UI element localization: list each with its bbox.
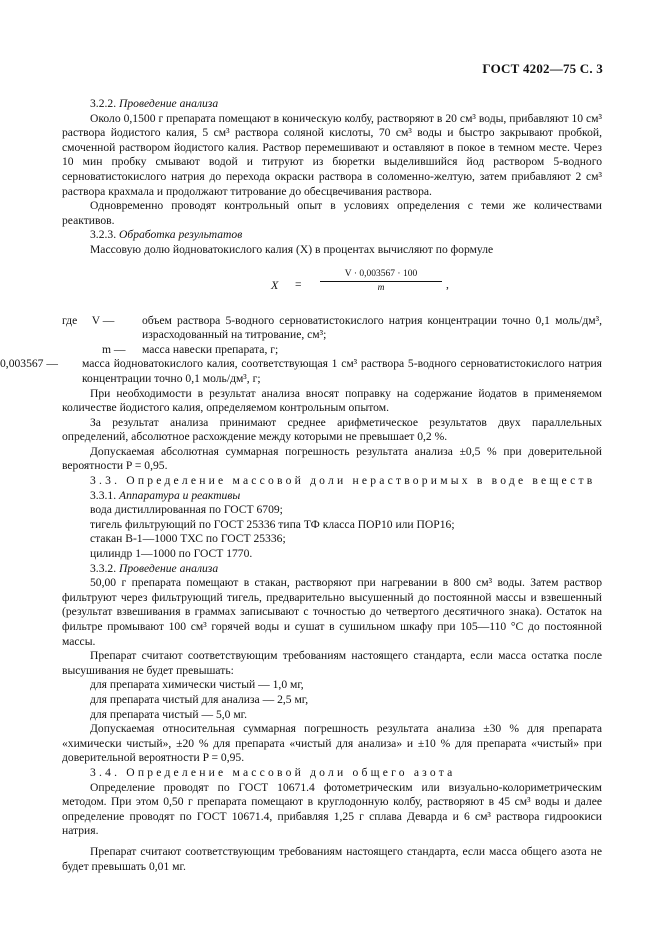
legend-text: масса йодноватокислого калия, соответствующая 1 см³ раствора 5-водного серноватистокислого натрия концентрации точно 0,1 моль/дм³, г; (82, 357, 602, 385)
list-item: тигель фильтрующий по ГОСТ 25336 типа ТФ класса ПОР10 или ПОР16; (90, 517, 455, 531)
formula-fraction (320, 268, 442, 294)
legend-row (62, 343, 602, 358)
page-header: ГОСТ 4202—75 С. 3 (482, 61, 603, 76)
section-3-2-2-title: 3.2.2. Проведение анализа (90, 97, 219, 110)
paragraph: Допускаемая абсолютная суммарная погрешность результата анализа ±0,5 % при доверительной вероятности P = 0,95. (62, 444, 602, 473)
legend-row (0, 357, 602, 386)
list-item: цилиндр 1—1000 по ГОСТ 1770. (90, 547, 253, 561)
section-3-3-1-title: 3.3.1. Аппаратура и реактивы (90, 488, 241, 502)
legend-text: объем раствора 5-водного серноватистокислого натрия концентрации точно 0,1 моль/дм³, израсходованный на титрование, см³; (142, 313, 602, 342)
paragraph: Препарат считают соответствующим требованиям настоящего стандарта, если масса общего азота не будет превышать 0,01 мг. (62, 844, 602, 873)
section-3-4-title: 3.4. Определение массовой доли общего азота (90, 765, 456, 779)
legend-label: m — (102, 342, 126, 356)
equipment-list (62, 503, 602, 561)
list-item: для препарата чистый для анализа — 2,5 мг, (90, 692, 309, 706)
paragraph: Одновременно проводят контрольный опыт в условиях определения с теми же количествами реактивов. (62, 199, 602, 227)
formula-legend (0, 313, 602, 387)
section-3-3-2-title: 3.3.2. Проведение анализа (90, 561, 219, 575)
formula (62, 266, 602, 306)
formula-denominator: m (377, 282, 385, 293)
section-3-2-3-title: 3.2.3. Обработка результатов (90, 228, 243, 242)
paragraph: Около 0,1500 г препарата помещают в коническую колбу, растворяют в 20 см³ воды, прибавляют 10 см³ раствора йодистого калия, 5 см³ раствора соляной кислоты, 70 см³ воды и быстро закрывают пробкой, смоченной раствором йодистого калия. Раствор перемешивают и оставляют в покое в темном месте. Через 10 мин пробку смывают водой и титруют из бюретки выделившийся йод раствором 5-водного серноватистокислого натрия до перехода окраски раствора в соломенно-желтую, затем прибавляют 2 см³ раствора крахмала и продолжают титрование до обесцвечивания раствора. (62, 111, 602, 198)
legend-label: 0,003567 — (0, 357, 58, 371)
section-3-3-title: 3.3. Определение массовой доли нерастворимых в воде веществ (90, 474, 596, 488)
paragraph: Препарат считают соответствующим требованиям настоящего стандарта, если масса остатка после высушивания не будет превышать: (62, 649, 602, 677)
list-item: для препарата химически чистый — 1,0 мг, (90, 678, 304, 692)
paragraph: Определение проводят по ГОСТ 10671.4 фотометрическим или визуально-колориметрическим методом. При этом 0,50 г препарата помещают в круглодонную колбу, растворяют в 45 см³ воды и далее определение проводят по ГОСТ 10671.4, прибавляя 1,25 г сплава Деварда и 6 см³ раствора гидроокиси натрия. (62, 780, 602, 838)
list-item: для препарата чистый — 5,0 мг. (90, 707, 248, 721)
list-item: стакан В-1—1000 ТХС по ГОСТ 25336; (90, 532, 286, 546)
formula-numerator: V · 0,003567 · 100 (320, 268, 442, 282)
paragraph: За результат анализа принимают среднее арифметическое результатов двух параллельных определений, абсолютное расхождение между которыми не превышает 0,2 %. (62, 415, 602, 444)
formula-comma: , (446, 277, 449, 291)
limits-list (62, 678, 602, 722)
paragraph: При необходимости в результат анализа вносят поправку на содержание йодатов в применяемом количестве йодистого калия, определяемом контрольным опытом. (62, 386, 602, 415)
paragraph: Массовую долю йодноватокислого калия (X) в процентах вычисляют по формуле (90, 242, 494, 256)
formula-equals: = (295, 277, 302, 291)
legend-row (62, 314, 602, 343)
paragraph: 50,00 г препарата помещают в стакан, растворяют при нагревании в 800 см³ воды. Затем раствор фильтруют через фильтрующий тигель, предварительно высушенный до постоянной массы и взвешенный (результат взвешивания в граммах записывают с точностью до четвертого десятичного знака). Остаток на фильтре промывают 100 см³ горячей воды и сушат в сушильном шкафу при 105—110 °С до постоянной массы. (62, 576, 602, 648)
page-content (0, 97, 602, 874)
legend-label: где V — (62, 313, 115, 327)
list-item: вода дистиллированная по ГОСТ 6709; (90, 503, 283, 517)
legend-text: масса навески препарата, г; (142, 342, 279, 356)
paragraph: Допускаемая относительная суммарная погрешность результата анализа ±30 % для препарата «химически чистый», ±20 % для препарата «чистый для анализа» и ±10 % для препарата «чистый» при доверительной вероятности P = 0,95. (62, 722, 602, 765)
formula-lhs: X (271, 277, 279, 292)
